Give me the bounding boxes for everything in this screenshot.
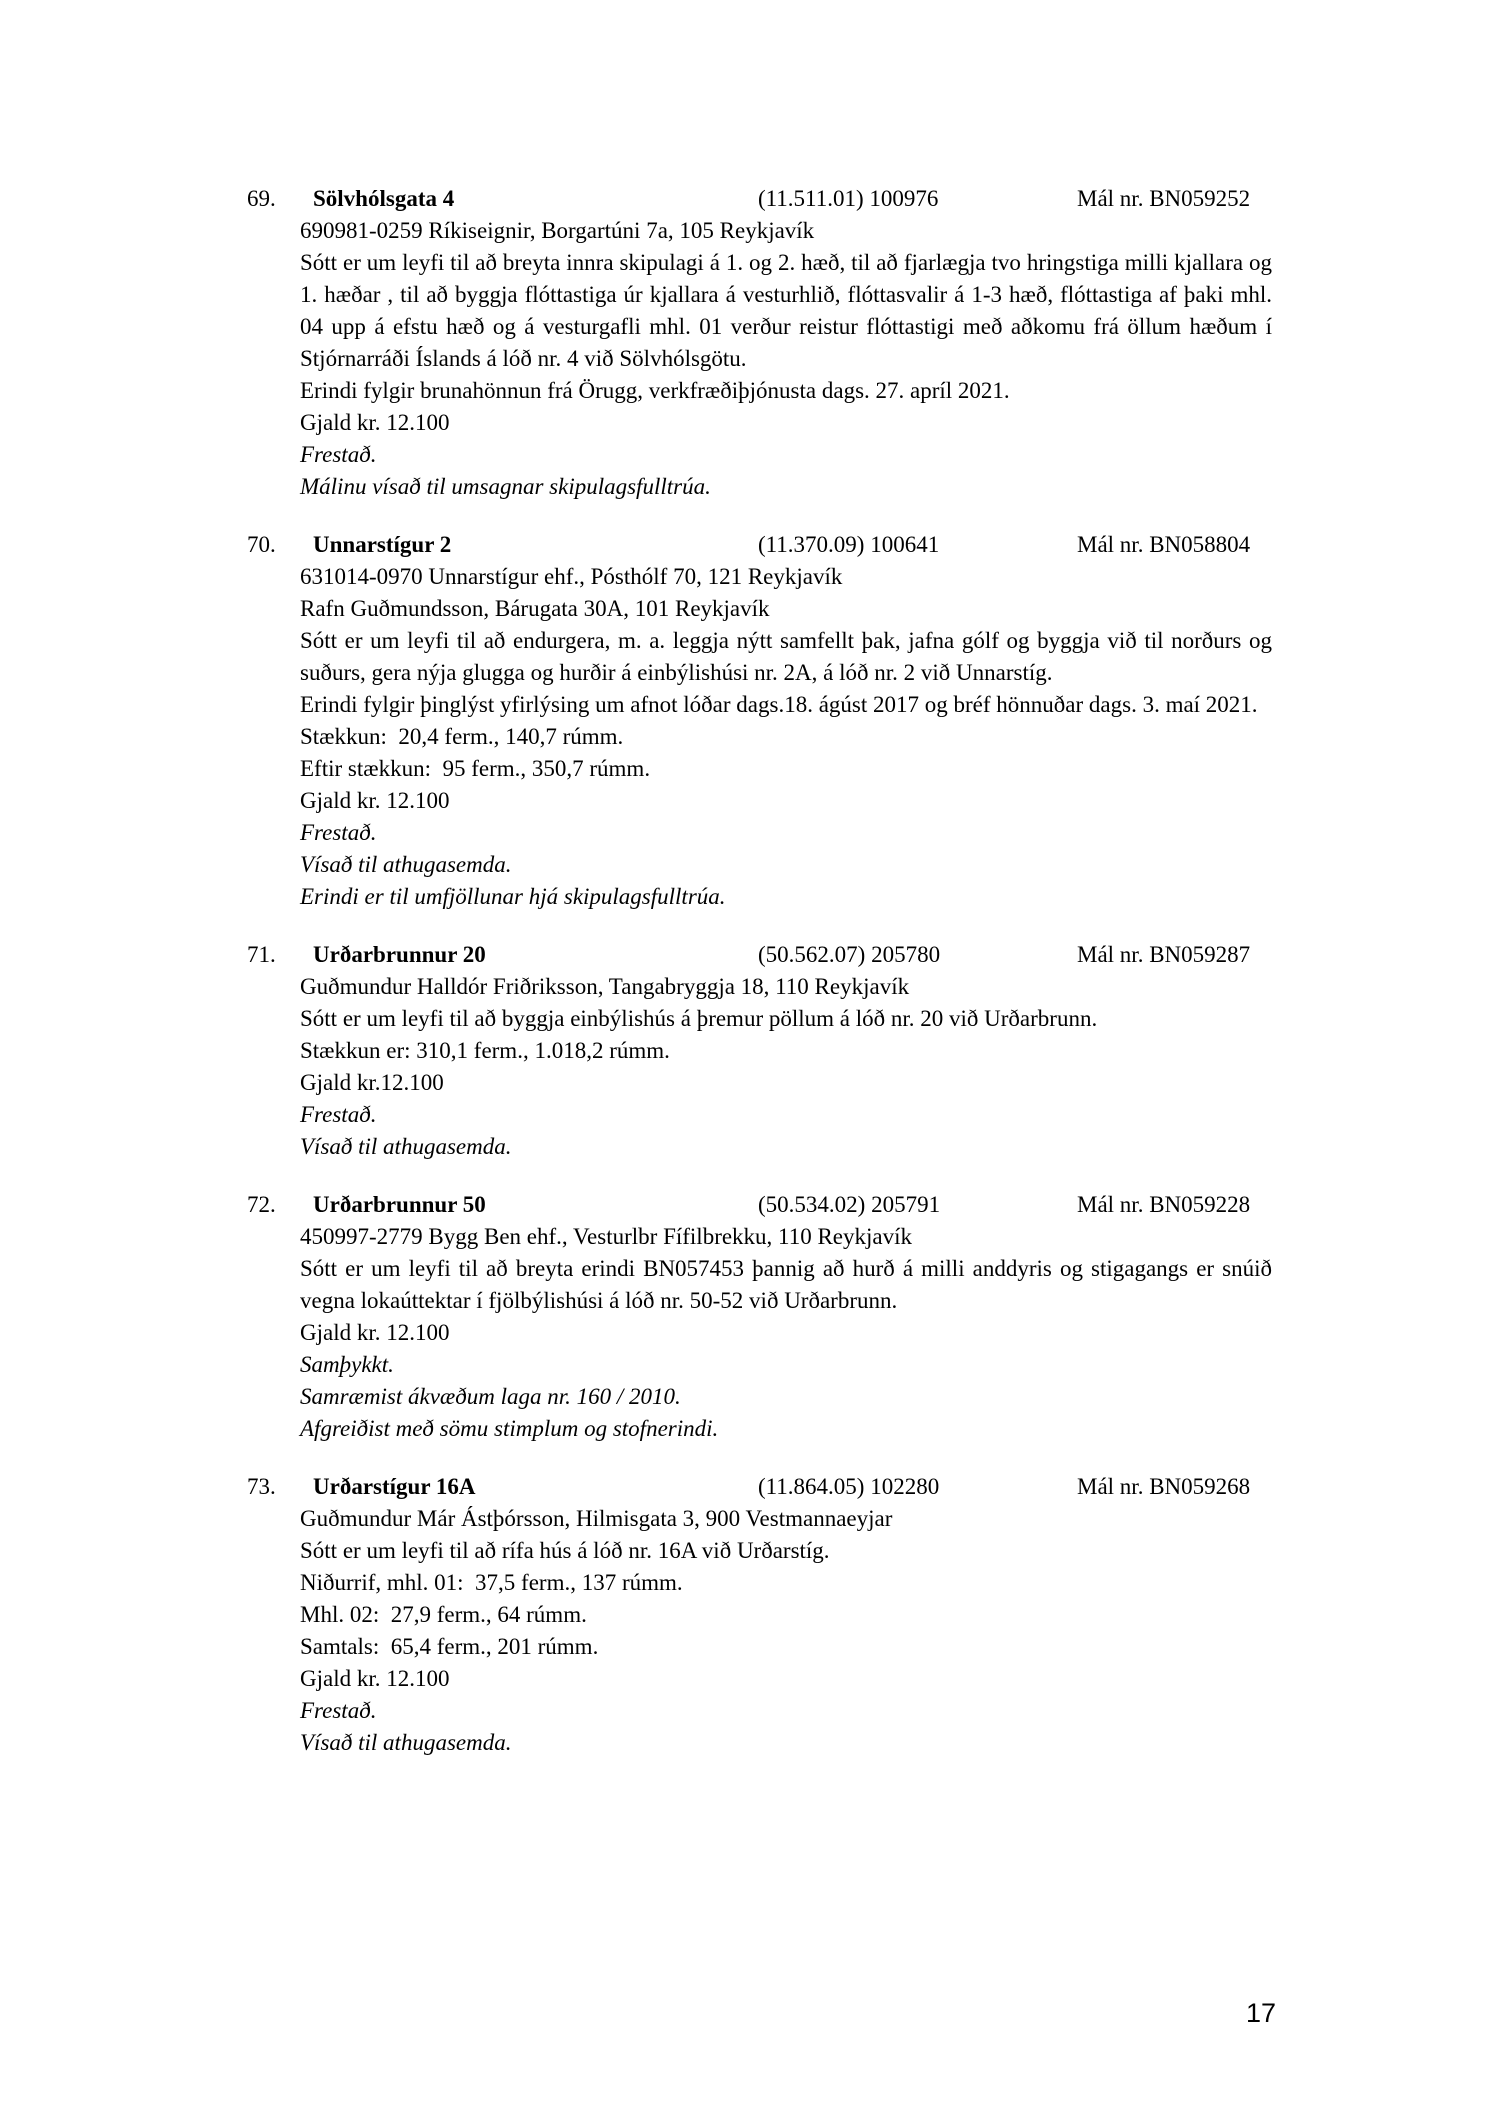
case-number: 70. (247, 532, 276, 557)
case-body (300, 971, 1272, 1163)
case-header (247, 939, 1272, 971)
case-line: Sótt er um leyfi til að rífa hús á lóð nr. 16A við Urðarstíg. (300, 1538, 830, 1563)
decision-line: Afgreiðist með sömu stimplum og stofnerindi. (300, 1416, 719, 1441)
case-ref: (11.370.09) 100641 (758, 532, 940, 557)
decision-line: Málinu vísað til umsagnar skipulagsfulltrúa. (300, 474, 711, 499)
case-line: Erindi fylgir þinglýst yfirlýsing um afnot lóðar dags.18. ágúst 2017 og bréf hönnuðar dags. 3. maí 2021. (300, 692, 1258, 717)
case-line: Gjald kr. 12.100 (300, 1320, 450, 1345)
case-item-72 (247, 1189, 1272, 1445)
decision-line: Vísað til athugasemda. (300, 1134, 512, 1159)
case-line: Gjald kr. 12.100 (300, 410, 450, 435)
case-number: 73. (247, 1474, 276, 1499)
case-line: Rafn Guðmundsson, Bárugata 30A, 101 Reykjavík (300, 596, 770, 621)
case-line: Eftir stækkun: 95 ferm., 350,7 rúmm. (300, 756, 651, 781)
decision-line: Erindi er til umfjöllunar hjá skipulagsfulltrúa. (300, 884, 726, 909)
decision-line: Frestað. (300, 442, 377, 467)
case-title: Urðarstígur 16A (313, 1474, 476, 1499)
decision-line: Samþykkt. (300, 1352, 394, 1377)
case-line: Mhl. 02: 27,9 ferm., 64 rúmm. (300, 1602, 587, 1627)
case-body (300, 1503, 1272, 1759)
case-body (300, 1221, 1272, 1445)
case-header (247, 529, 1272, 561)
case-file-number: Mál nr. BN058804 (1077, 532, 1251, 557)
case-line: Erindi fylgir brunahönnun frá Örugg, verkfræðiþjónusta dags. 27. apríl 2021. (300, 378, 1010, 403)
case-file-number: Mál nr. BN059228 (1077, 1192, 1251, 1217)
case-header (247, 183, 1272, 215)
case-number: 71. (247, 942, 276, 967)
case-line: Stækkun: 20,4 ferm., 140,7 rúmm. (300, 724, 624, 749)
case-body (300, 215, 1272, 503)
case-line: Samtals: 65,4 ferm., 201 rúmm. (300, 1634, 599, 1659)
decision-line: Vísað til athugasemda. (300, 1730, 512, 1755)
case-item-70 (247, 529, 1272, 913)
case-line: 690981-0259 Ríkiseignir, Borgartúni 7a, 105 Reykjavík (300, 218, 815, 243)
case-ref: (11.864.05) 102280 (758, 1474, 940, 1499)
case-line: 631014-0970 Unnarstígur ehf., Pósthólf 70, 121 Reykjavík (300, 564, 843, 589)
case-file-number: Mál nr. BN059287 (1077, 942, 1251, 967)
case-title: Sölvhólsgata 4 (313, 186, 455, 211)
case-line: Sótt er um leyfi til að breyta innra skipulagi á 1. og 2. hæð, til að fjarlægja tvo hringstiga milli kjallara og 1. hæðar , til að byggja flóttastiga úr kjallara á vesturhlið, flóttasvalir á 1-3 hæð, flóttastiga af þaki mhl. 04 upp á efstu hæð og á vesturgafli mhl. 01 verður reistur flóttastigi með aðkomu frá öllum hæðum í Stjórnarráði Íslands á lóð nr. 4 við Sölvhólsgötu. (300, 250, 1272, 371)
decision-line: Samræmist ákvæðum laga nr. 160 / 2010. (300, 1384, 681, 1409)
case-ref: (50.534.02) 205791 (758, 1192, 941, 1217)
case-line: Guðmundur Halldór Friðriksson, Tangabryggja 18, 110 Reykjavík (300, 974, 910, 999)
case-ref: (11.511.01) 100976 (758, 186, 939, 211)
case-ref: (50.562.07) 205780 (758, 942, 941, 967)
decision-line: Vísað til athugasemda. (300, 852, 512, 877)
case-number: 72. (247, 1192, 276, 1217)
case-body (300, 561, 1272, 913)
case-line: Sótt er um leyfi til að byggja einbýlishús á þremur pöllum á lóð nr. 20 við Urðarbrunn. (300, 1006, 1098, 1031)
case-line: Stækkun er: 310,1 ferm., 1.018,2 rúmm. (300, 1038, 670, 1063)
case-list (247, 183, 1272, 1785)
case-line: 450997-2779 Bygg Ben ehf., Vesturlbr Fífilbrekku, 110 Reykjavík (300, 1224, 912, 1249)
case-item-73 (247, 1471, 1272, 1759)
case-header (247, 1189, 1272, 1221)
decision-line: Frestað. (300, 820, 377, 845)
page-number: 17 (1245, 1998, 1276, 2028)
decision-line: Frestað. (300, 1698, 377, 1723)
case-item-69 (247, 183, 1272, 503)
case-line: Gjald kr.12.100 (300, 1070, 444, 1095)
case-title: Urðarbrunnur 50 (313, 1192, 486, 1217)
case-title: Unnarstígur 2 (313, 532, 452, 557)
case-line: Sótt er um leyfi til að endurgera, m. a. leggja nýtt samfellt þak, jafna gólf og byggja við til norðurs og suðurs, gera nýja glugga og hurðir á einbýlishúsi nr. 2A, á lóð nr. 2 við Unnarstíg. (300, 628, 1272, 685)
case-number: 69. (247, 186, 276, 211)
case-line: Gjald kr. 12.100 (300, 788, 450, 813)
case-header (247, 1471, 1272, 1503)
case-line: Sótt er um leyfi til að breyta erindi BN057453 þannig að hurð á milli anddyris og stigagangs er snúið vegna lokaúttektar í fjölbýlishúsi á lóð nr. 50-52 við Urðarbrunn. (300, 1256, 1272, 1313)
case-line: Gjald kr. 12.100 (300, 1666, 450, 1691)
case-title: Urðarbrunnur 20 (313, 942, 486, 967)
decision-line: Frestað. (300, 1102, 377, 1127)
case-item-71 (247, 939, 1272, 1163)
case-file-number: Mál nr. BN059268 (1077, 1474, 1251, 1499)
case-line: Niðurrif, mhl. 01: 37,5 ferm., 137 rúmm. (300, 1570, 683, 1595)
case-file-number: Mál nr. BN059252 (1077, 186, 1251, 211)
case-line: Guðmundur Már Ástþórsson, Hilmisgata 3, 900 Vestmannaeyjar (300, 1506, 893, 1531)
